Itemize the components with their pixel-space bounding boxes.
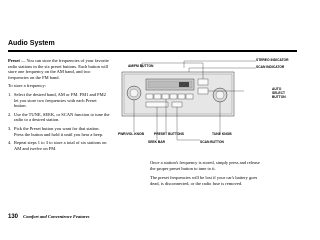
step-number: 1. (8, 91, 12, 97)
stereo-indicator-label: STEREO INDICATOR (256, 58, 289, 62)
right-column (150, 160, 262, 190)
step-text: Pick the Preset button you want for that station. Press the button and hold it until you hear a beep. (14, 125, 104, 137)
to-store-heading: To store a frequency: (8, 83, 47, 89)
page-footer (8, 214, 90, 220)
tune-knob-label: TUNE KNOB (212, 132, 232, 136)
scan-indicator-label: SCAN INDICATOR (256, 65, 285, 69)
auto-select-button-shape (198, 88, 208, 94)
step-item (8, 112, 110, 123)
preset-intro (8, 58, 110, 80)
steps-list (8, 92, 110, 151)
step-item (8, 140, 110, 151)
header-rule (8, 50, 297, 52)
left-column (8, 58, 110, 154)
step-number: 3. (8, 125, 12, 131)
step-text: Select the desired band, AM or FM. FM1 and FM2 let you store two frequencies with each Preset button. (14, 91, 106, 109)
seek-bar-shape (146, 102, 168, 107)
section-name: Comfort and Convenience Features (23, 214, 90, 219)
scan-button-label: SCAN BUTTON (200, 140, 224, 144)
preset-buttons-label: PRESET BUTTONS (154, 132, 184, 136)
step-item (8, 92, 110, 109)
step-text: Repeat steps 1 to 3 to store a total of six stations on AM and twelve on FM. (14, 140, 107, 151)
preset-usage-text: Once a station's frequency is stored, simply press and release the proper preset button to tune to it. (150, 160, 260, 171)
step-text: Use the TUNE, SEEK, or SCAN function to tune the radio to a desired station. (14, 111, 110, 123)
page-number: 130 (8, 214, 19, 220)
auto-select-button-label: AUTO SELECT BUTTON (272, 87, 286, 99)
page-title: Audio System (8, 40, 55, 47)
pwr-vol-knob-label: PWR/VOL KNOB (118, 132, 144, 136)
am-fm-button-label: AM/FM BUTTON (128, 64, 154, 68)
preset-description: — You can store the frequencies of your favorite radio stations in the six preset buttons. Each button will store one frequency on the AM band, and two frequencies on the FM band. (8, 58, 109, 80)
preset-loss-text: The preset frequencies will be lost if your car's battery goes dead, is disconnected, or the radio fuse is removed. (150, 175, 258, 186)
step-item (8, 126, 110, 137)
am-fm-button-shape (198, 79, 208, 85)
scan-button-shape (172, 102, 182, 107)
step-number: 2. (8, 111, 12, 117)
preset-term: Preset (8, 58, 20, 63)
seek-bar-label: SEEK BAR (148, 140, 166, 144)
radio-figure (114, 60, 300, 158)
step-number: 4. (8, 140, 12, 146)
